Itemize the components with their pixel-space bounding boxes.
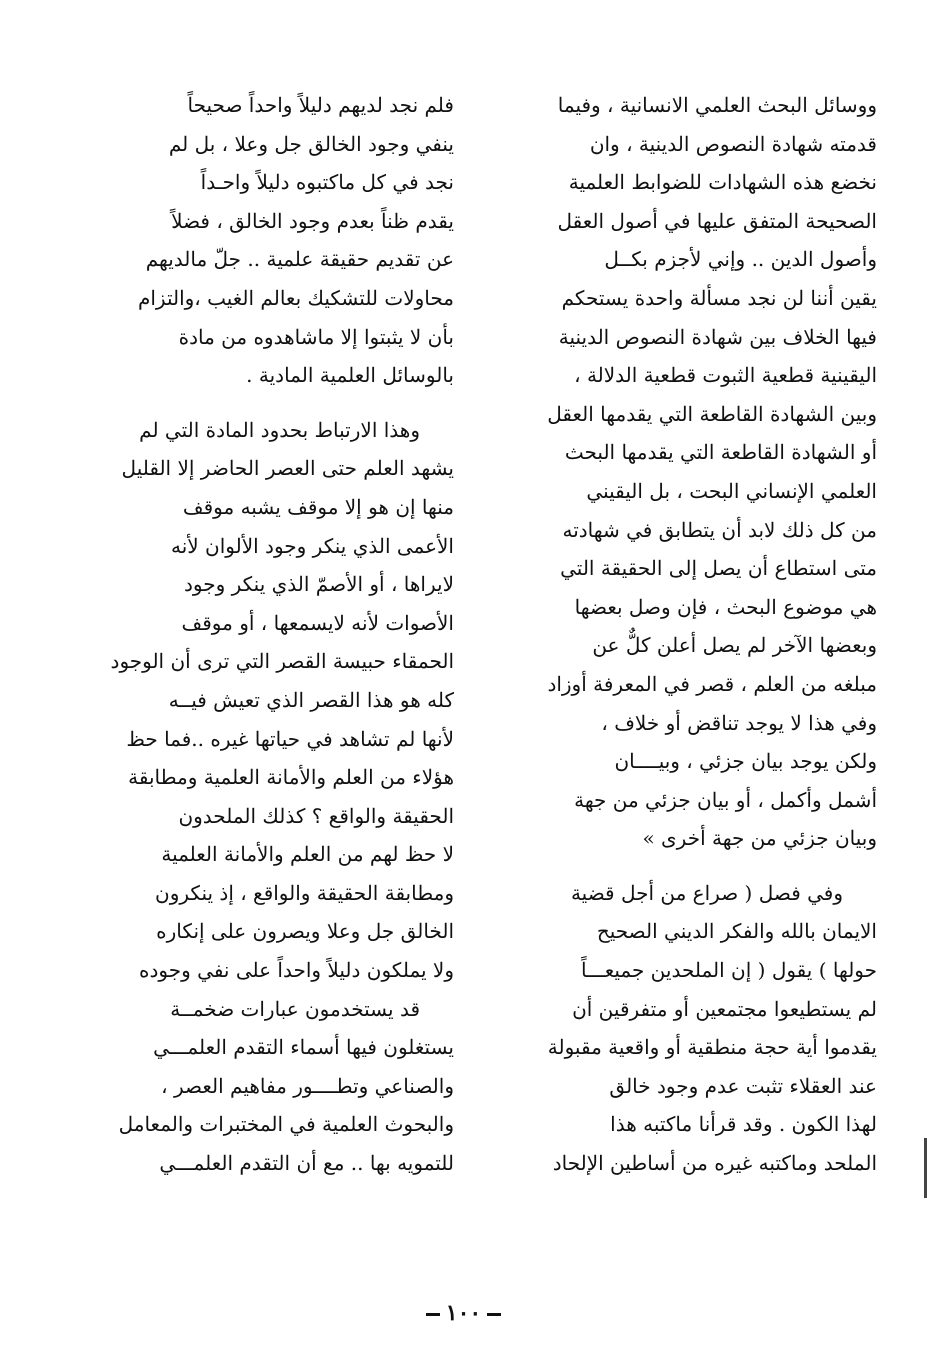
- paragraph: [527, 874, 877, 1183]
- page-number-text: ١٠٠: [445, 1300, 482, 1326]
- text-line: منها إن هو إلا موقف يشبه موقف: [182, 494, 454, 519]
- text-line: وبيان جزئي من جهة أخرى »: [642, 826, 877, 851]
- text-line: وأصول الدين .. وإني لأجزم بكــل: [604, 247, 877, 272]
- text-line: يستغلون فيها أسماء التقدم العلمـــي: [153, 1035, 454, 1060]
- text-line: مبلغه من العلم ، قصر في المعرفة أوزاد: [547, 671, 877, 696]
- text-line: الخالق جل وعلا ويصرون على إنكاره: [156, 919, 454, 944]
- text-line: أشمل وأكمل ، أو بيان جزئي من جهة: [574, 787, 877, 812]
- text-line: قد يستخدمون عبارات ضخمــة: [170, 996, 420, 1021]
- text-line: عن تقديم حقيقة علمية .. جلّ مالديهم: [145, 247, 454, 272]
- paragraph: [104, 990, 454, 1183]
- text-line: لم يستطيعوا مجتمعين أو متفرقين أن: [572, 996, 877, 1021]
- paragraph-gap: [104, 395, 454, 411]
- paragraph: [527, 86, 877, 858]
- text-line: وبين الشهادة القاطعة التي يقدمها العقل: [547, 401, 877, 426]
- text-line: فيها الخلاف بين شهادة النصوص الدينية: [558, 324, 877, 349]
- text-line: ينفي وجود الخالق جل وعلا ، بل لم: [168, 131, 454, 156]
- text-line: وهذا الارتباط بحدود المادة التي لم: [139, 417, 420, 442]
- paragraph: [104, 86, 454, 395]
- text-line: الايمان بالله والفكر الديني الصحيح: [596, 919, 877, 944]
- text-line: الحقيقة والواقع ؟ كذلك الملحدون: [178, 803, 454, 828]
- text-line: للتمويه بها .. مع أن التقدم العلمـــي: [159, 1151, 454, 1176]
- paragraph-gap: [527, 858, 877, 874]
- text-line: لأنها لم تشاهد في حياتها غيره ..فما حظ: [126, 726, 454, 751]
- text-line: يقدم ظناً بعدم وجود الخالق ، فضلاً: [171, 208, 454, 233]
- text-line: لايراها ، أو الأصمّ الذي ينكر وجود: [183, 572, 454, 597]
- text-line: ووسائل البحث العلمي الانسانية ، وفيما: [557, 93, 877, 117]
- text-line: لهذا الكون . وقد قرأنا ماكتبه هذا: [610, 1112, 877, 1137]
- text-line: متى استطاع أن يصل إلى الحقيقة التي: [560, 556, 877, 581]
- text-line: كله هو هذا القصر الذي تعيش فيــه: [168, 687, 454, 712]
- text-line: بالوسائل العلمية المادية .: [246, 363, 454, 388]
- text-line: أو الشهادة القاطعة التي يقدمها البحث: [564, 440, 877, 465]
- text-line: نجد في كل ماكتبوه دليلاً واحـداً: [200, 170, 454, 195]
- page-number: [0, 1300, 927, 1326]
- text-line: عند العقلاء تثبت عدم وجود خالق: [609, 1073, 877, 1098]
- paragraph: [104, 411, 454, 990]
- text-line: يقدموا أية حجة منطقية أو واقعية مقبولة: [547, 1035, 877, 1060]
- text-line: هؤلاء من العلم والأمانة العلمية ومطابقة: [128, 765, 454, 790]
- dash-left-mark: [487, 1313, 501, 1316]
- text-line: قدمته شهادة النصوص الدينية ، وان: [589, 131, 877, 156]
- text-line: بأن لا يثبتوا إلا ماشاهدوه من مادة: [178, 324, 454, 349]
- text-line: ولكن يوجد بيان جزئي ، وبيــــان: [614, 749, 877, 774]
- text-line: وفي فصل ( صراع من أجل قضية: [570, 880, 843, 905]
- text-column-left: [104, 86, 454, 1183]
- text-line: وبعضها الآخر لم يصل أعلن كلٌّ عن: [592, 633, 877, 658]
- text-line: وفي هذا لا يوجد تناقض أو خلاف ،: [601, 710, 877, 735]
- text-line: من كل ذلك لابد أن يتطابق في شهادته: [562, 517, 877, 542]
- text-line: يقين أننا لن نجد مسألة واحدة يستحكم: [561, 285, 877, 310]
- text-line: فلم نجد لديهم دليلاً واحداً صحيحاً: [187, 93, 454, 117]
- text-line: ومطابقة الحقيقة والواقع ، إذ ينكرون: [155, 880, 454, 905]
- dash-right-mark: [426, 1313, 440, 1316]
- text-column-right: [527, 86, 877, 1183]
- text-line: حولها ) يقول ( إن الملحدين جميعـــاً: [581, 958, 877, 983]
- text-line: العلمي الإنساني البحت ، بل اليقيني: [586, 478, 877, 503]
- text-line: الملحد وماكتبه غيره من أساطين الإلحاد: [552, 1151, 877, 1176]
- text-line: نخضع هذه الشهادات للضوابط العلمية: [568, 170, 877, 195]
- text-line: الأعمى الذي ينكر وجود الألوان لأنه: [171, 533, 454, 558]
- text-line: الحمقاء حبيسة القصر التي ترى أن الوجود: [110, 649, 454, 674]
- text-line: والصناعي وتطــــور مفاهيم العصر ،: [161, 1073, 454, 1098]
- text-line: اليقينية قطعية الثبوت قطعية الدلالة ،: [574, 363, 877, 388]
- text-line: يشهد العلم حتى العصر الحاضر إلا القليل: [121, 456, 454, 481]
- text-line: الصحيحة المتفق عليها في أصول العقل: [557, 208, 877, 233]
- text-line: هي موضوع البحث ، فإن وصل بعضها: [574, 594, 877, 619]
- text-line: محاولات للتشكيك بعالم الغيب ،والتزام: [137, 285, 454, 310]
- text-line: الأصوات لأنه لايسمعها ، أو موقف: [181, 610, 454, 635]
- text-line: ولا يملكون دليلاً واحداً على نفي وجوده: [139, 958, 454, 983]
- text-line: والبحوث العلمية في المختبرات والمعامل: [118, 1112, 454, 1137]
- text-line: لا حظ لهم من العلم والأمانة العلمية: [161, 842, 454, 867]
